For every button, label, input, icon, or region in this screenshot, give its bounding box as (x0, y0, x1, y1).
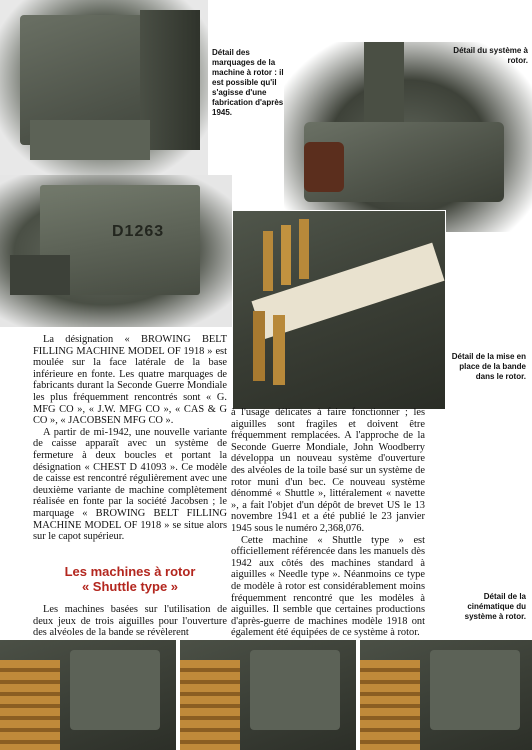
caption-belt: Détail de la mise en place de la bande dans le rotor. (451, 352, 526, 381)
heading-line-2: « Shuttle type » (81, 579, 179, 594)
col1-paragraph-2: A partir de mi-1942, une nouvelle variante de caisse apparaît avec un système de fermeture à deux boucles et portant la désignation « CHEST D 41093 ». Ce modèle de caisse est rencontré régulièrement avec une deuxième variante de machine complètement réalisée en fonte par la société Jacobsen ; le marquage « BROWING BELT FILLING MACHINE MODEL OF 1918 » se situe alors sur le capot supérieur. (33, 426, 227, 543)
col1-paragraph-1: La désignation « BROWING BELT FILLING MACHINE MODEL OF 1918 » est moulée sur la face latérale de la base inférieure en fonte. Les quatre marquages de fabricants durant la Seconde Guerre Mondiale les plus fréquemment rencontrés sont « G. MFG CO », « J.W. MFG CO », « CAS & G CO », « JACOBSEN MFG CO ». (33, 334, 227, 427)
heading-line-1: Les machines à rotor (64, 564, 196, 579)
photo-kinematic-1 (0, 640, 176, 750)
col1-paragraph-3: Les machines basées sur l'utilisation de deux jeux de trois aiguilles pour l'ouverture des alvéoles de la bande se révèlerent (33, 604, 227, 639)
text-column-1-bottom (33, 604, 227, 639)
caption-markings: Détail des marquages de la machine à rotor : il est possible qu'il s'agisse d'une fabrication d'après 1945. (212, 48, 284, 117)
text-column-1 (33, 334, 227, 543)
photo-kinematic-2 (180, 640, 356, 750)
text-column-2 (231, 407, 425, 639)
stamp-marking: D1263 (112, 223, 165, 240)
photo-rotor-system (284, 42, 532, 232)
col2-paragraph-1: à l'usage délicates à faire fonctionner ; les aiguilles sont fragiles et doivent être fréquemment remplacées. A l'approche de la Seconde Guerre Mondiale, John Woodberry développa un nouveau système d'ouverture des alvéoles de la toile basé sur un système de rotor muni d'un bec. Ce nouveau système dénommé « Shuttle », littéralement « navette », a fait l'objet d'un dépôt de brevet US le 13 novembre 1941 et a été publié le 23 janvier 1945 sous le numéro 2,368,076. (231, 407, 425, 534)
photo-markings-top (0, 0, 208, 175)
photo-belt-rotor (232, 210, 446, 410)
col2-paragraph-2: Cette machine « Shuttle type » est officiellement référencée dans les manuels dès 1942 aux côtés des machines standard à aiguilles « Needle type ». Néanmoins ce type de modèle à rotor est considérablement moins fréquemment rencontré que les modèles à aiguilles. Il semble que certaines productions d'après-guerre de machines modèle 1918 ont également été équipées de ce système à rotor. (231, 534, 425, 639)
photo-markings-bottom (0, 175, 232, 327)
section-heading (33, 564, 227, 594)
caption-rotor-system: Détail du système à rotor. (453, 46, 528, 65)
caption-kinematic: Détail de la cinématique du système à rotor. (464, 592, 526, 621)
photo-kinematic-3 (360, 640, 532, 750)
